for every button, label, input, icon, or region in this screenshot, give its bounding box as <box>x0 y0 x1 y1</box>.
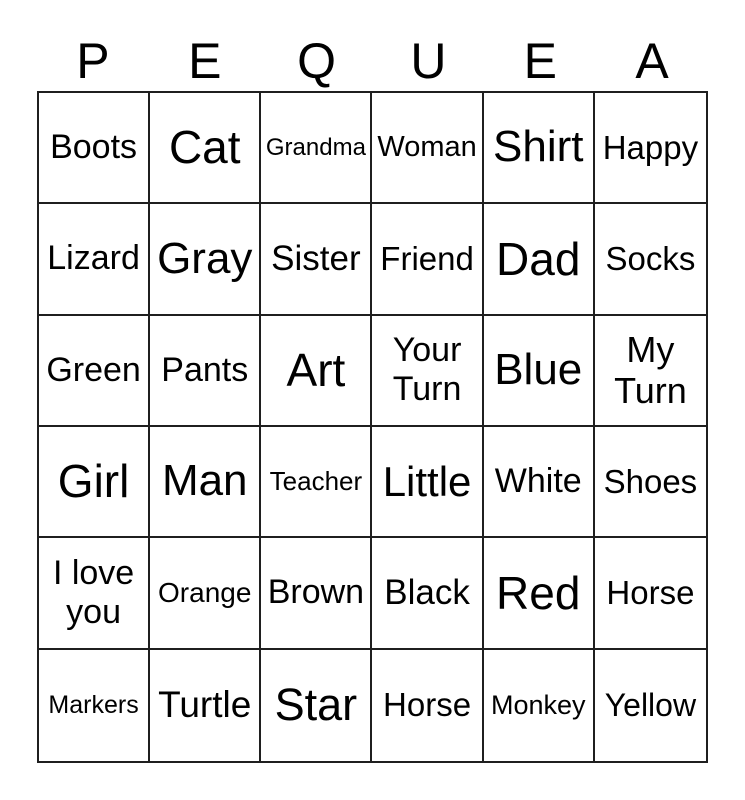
bingo-grid <box>37 91 708 763</box>
bingo-cell[interactable]: Yellow <box>595 650 706 761</box>
bingo-cell[interactable]: White <box>484 427 595 538</box>
header-letter: Q <box>297 33 337 89</box>
bingo-cell[interactable]: Pants <box>150 316 261 427</box>
bingo-cell[interactable]: Little <box>372 427 483 538</box>
bingo-cell[interactable]: Man <box>150 427 261 538</box>
header-letter: A <box>635 33 669 89</box>
bingo-cell[interactable]: Blue <box>484 316 595 427</box>
card-title <box>37 32 708 88</box>
bingo-cell[interactable]: Gray <box>150 204 261 315</box>
bingo-cell[interactable]: Your Turn <box>372 316 483 427</box>
bingo-cell[interactable]: Monkey <box>484 650 595 761</box>
bingo-cell[interactable]: I love you <box>39 538 150 649</box>
bingo-cell[interactable]: Orange <box>150 538 261 649</box>
bingo-cell[interactable]: Horse <box>372 650 483 761</box>
bingo-cell[interactable]: Woman <box>372 93 483 204</box>
bingo-cell[interactable]: Cat <box>150 93 261 204</box>
bingo-cell[interactable]: Grandma <box>261 93 372 204</box>
bingo-cell[interactable]: Star <box>261 650 372 761</box>
bingo-cell[interactable]: Shirt <box>484 93 595 204</box>
bingo-cell[interactable]: Turtle <box>150 650 261 761</box>
bingo-cell[interactable]: Boots <box>39 93 150 204</box>
header-letter: E <box>523 33 557 89</box>
header-letter: U <box>410 33 447 89</box>
bingo-cell[interactable]: Markers <box>39 650 150 761</box>
bingo-cell[interactable]: Shoes <box>595 427 706 538</box>
bingo-cell[interactable]: Girl <box>39 427 150 538</box>
bingo-cell[interactable]: Green <box>39 316 150 427</box>
bingo-cell[interactable]: Happy <box>595 93 706 204</box>
header-letter: E <box>188 33 222 89</box>
bingo-cell[interactable]: Teacher <box>261 427 372 538</box>
bingo-cell[interactable]: Socks <box>595 204 706 315</box>
bingo-cell[interactable]: Brown <box>261 538 372 649</box>
bingo-cell[interactable]: Sister <box>261 204 372 315</box>
bingo-cell[interactable]: Friend <box>372 204 483 315</box>
header-letter: P <box>76 33 110 89</box>
bingo-cell[interactable]: My Turn <box>595 316 706 427</box>
bingo-cell[interactable]: Dad <box>484 204 595 315</box>
bingo-cell[interactable]: Horse <box>595 538 706 649</box>
bingo-cell[interactable]: Red <box>484 538 595 649</box>
bingo-cell[interactable]: Lizard <box>39 204 150 315</box>
bingo-cell[interactable]: Art <box>261 316 372 427</box>
bingo-cell[interactable]: Black <box>372 538 483 649</box>
